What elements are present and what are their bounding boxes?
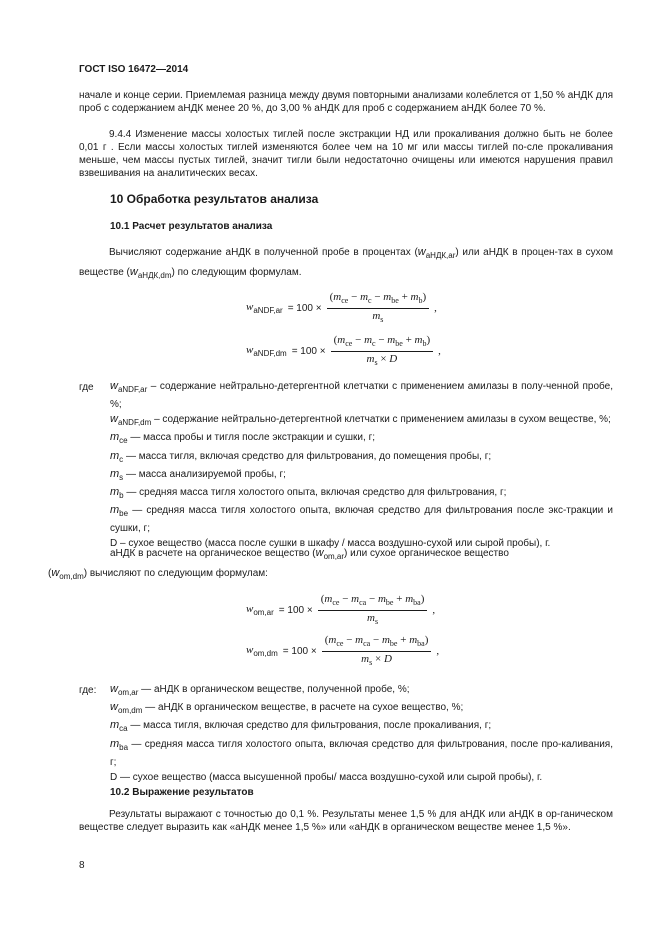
formula-fraction [318, 593, 428, 628]
standard-header: ГОСТ ISO 16472—2014 [79, 64, 189, 75]
symbol-w-om-dm: $w_{om,dm}$ [51, 567, 84, 582]
where-definition-item [110, 412, 613, 430]
where-definitions-list [110, 379, 613, 551]
symbol-w-andk-ar: $w_{аНДК,ar}$ [417, 246, 456, 261]
section-10-2-title: 10.2 Выражение результатов [110, 787, 254, 798]
formula-w-andf-dm: $w_{aNDF,dm}$ = 100 × $\frac{(m_{ce} - m_c - m_{be} + m_b)}{m_s \times D}$ , [246, 334, 441, 368]
definition-symbol: $m_{ce}$ [110, 431, 128, 446]
symbol-w-om-ar: $w_{om,ar}$ [315, 547, 345, 562]
definition-text: — масса тигля, включая средство для фильтрования, до помещения пробы, г; [123, 450, 492, 462]
definition-text: – содержание нейтрально-детергентной клетчатки с применением амилазы в сухом веществе, %; [151, 414, 611, 426]
definition-symbol: $m_{ba}$ [110, 737, 129, 752]
definition-text: D — сухое вещество (масса высушенной пробы/ масса воздушно-сухой или сырой пробы), г. [110, 771, 543, 783]
definition-symbol: $m_b$ [110, 485, 124, 501]
paragraph-9-4-4: 9.4.4 Изменение массы холостых тиглей после экстракции НД или прокаливания должно быть не более 0,01 г . Если массы холостых тиглей изменяются более чем на 10 мг или массы тиглей по-сле прокаливания меньше, чем массы пустых тиглей, значит тигли были недостаточно очищены или имеются нарушения правил взвешивания на аналитических весах. [79, 129, 613, 179]
formula-w-om-dm: $w_{om,dm}$ = 100 × $\frac{(m_{ce} - m_{ca} - m_{be} + m_{ba})}{m_s \times D}$ , [246, 634, 440, 668]
where-definition-item [110, 503, 613, 536]
om-intro: аНДК в расчете на органическое вещество $(w_{om,ar})$ или сухое органическое вещество $(w_{om,dm})$ вычисляют по следующим формулам: [48, 547, 509, 582]
formula-denominator: $m_s \times D$ [361, 653, 392, 668]
formula-numerator: $(m_{ce} - m_{ca} - m_{be} + m_{ba})$ [318, 593, 428, 611]
formula-w-andf-ar: $w_{aNDF,ar}$ = 100 × $\frac{(m_{ce} - m_c - m_{be} + m_b)}{m_s}$ , [246, 291, 437, 325]
definition-text: — аНДК в органическом веществе, полученной пробе, %; [138, 684, 410, 695]
formula-lhs: $w_{om,ar}$ [246, 602, 274, 617]
where-definition-2-item [110, 682, 613, 700]
formula-lhs: $w_{aNDF,ar}$ [246, 300, 283, 315]
where-label-2: где: [79, 685, 97, 696]
where-label: где [79, 382, 94, 393]
definition-symbol: $w_{aNDF,ar}$ [110, 380, 148, 395]
where-definitions-list-2 [110, 682, 613, 785]
formula-numerator: $(m_{ce} - m_{ca} - m_{be} + m_{ba})$ [322, 634, 432, 652]
formula-lhs: $w_{aNDF,dm}$ [246, 343, 287, 358]
where-definition-item [110, 379, 613, 412]
section-10-2-text: Результаты выражают с точностью до 0,1 %. Результаты менее 1,5 % для аНДК или аНДК в ор-ганическом веществе следует выразить как «аНДК менее 1,5 %» или «аНДК в органическом веществе менее 1,5 %». [79, 809, 613, 833]
where-definition-item [110, 467, 613, 485]
where-definition-2-item [110, 770, 613, 785]
definition-symbol: $w_{aNDF,dm}$ [110, 413, 152, 428]
where-definition-item [110, 430, 613, 448]
where-definition-2-item [110, 700, 613, 718]
definition-symbol: $m_c$ [110, 449, 124, 464]
section-10-title: 10 Обработка результатов анализа [110, 192, 319, 206]
formula-w-om-ar: $w_{om,ar}$ = 100 × $\frac{(m_{ce} - m_{ca} - m_{be} + m_{ba})}{m_s}$ , [246, 593, 436, 627]
formula-fraction [322, 634, 432, 669]
formula-numerator: $(m_{ce} - m_c - m_{be} + m_b)$ [327, 291, 430, 309]
where-definition-2-item [110, 737, 613, 770]
where-definition-item [110, 485, 613, 503]
page-number: 8 [79, 860, 85, 871]
formula-denominator: $m_s$ [372, 310, 384, 325]
definition-text: — средняя масса тигля холостого опыта, включая средство для фильтрования, г; [123, 486, 507, 498]
formula-denominator: $m_s$ [367, 612, 379, 627]
definition-symbol: $m_s$ [110, 467, 124, 482]
where-definition-item [110, 449, 613, 467]
definition-symbol: $w_{om,dm}$ [110, 701, 143, 716]
definition-text: — масса пробы и тигля после экстракции и сушки, г; [127, 432, 376, 444]
definition-text: — средняя масса тигля холостого опыта, включая средство для фильтрования после экс-тракции и сушки, г; [110, 505, 613, 535]
definition-text: — масса анализируемой пробы, г; [123, 468, 286, 480]
definition-text: D – сухое вещество (масса после сушки в шкафу / масса воздушно-сухой или сырой пробы), г. [110, 538, 551, 550]
where-definition-2-item [110, 718, 613, 736]
formula-fraction [327, 291, 430, 326]
formula-denominator: $m_s \times D$ [366, 353, 398, 368]
definition-symbol: $m_{be}$ [110, 504, 129, 519]
formula-numerator: $(m_{ce} - m_c - m_{be} + m_b)$ [331, 334, 434, 352]
section-10-1-intro: Вычисляют содержание аНДК в полученной пробе в процентах $(w_{аНДК,ar})$ или аНДК в процен-тах в сухом веществе $(w_{аНДК,dm})$ по следующим формулам. [79, 246, 613, 281]
formula-fraction [331, 334, 434, 369]
definition-text: — аНДК в органическом веществе, в расчете на сухое вещество, %; [142, 702, 464, 714]
formula-lhs: $w_{om,dm}$ [246, 643, 278, 658]
definition-text: — средняя масса тигля холостого опыта, включая средство для фильтрования, после про-каливания, г; [110, 738, 613, 768]
definition-symbol: $m_{ca}$ [110, 719, 128, 734]
section-10-1-title: 10.1 Расчет результатов анализа [110, 221, 273, 232]
definition-text: — масса тигля, включая средство для фильтрования, после прокаливания, г; [127, 720, 492, 732]
definition-text: – содержание нейтрально-детергентной клетчатки с применением амилазы в полу-ченной пробе, %; [110, 381, 613, 411]
paragraph-repeatability: начале и конце серии. Приемлемая разница между двумя повторными анализами колеблется от 1,50 % аНДК для проб с содержанием аНДК менее 20 %, до 3,00 % аНДК для проб с содержанием аНДК более 70 %. [79, 90, 613, 114]
definition-symbol: $w_{om,ar}$ [110, 683, 139, 698]
symbol-w-andk-dm: $w_{аНДК,dm}$ [129, 266, 172, 281]
